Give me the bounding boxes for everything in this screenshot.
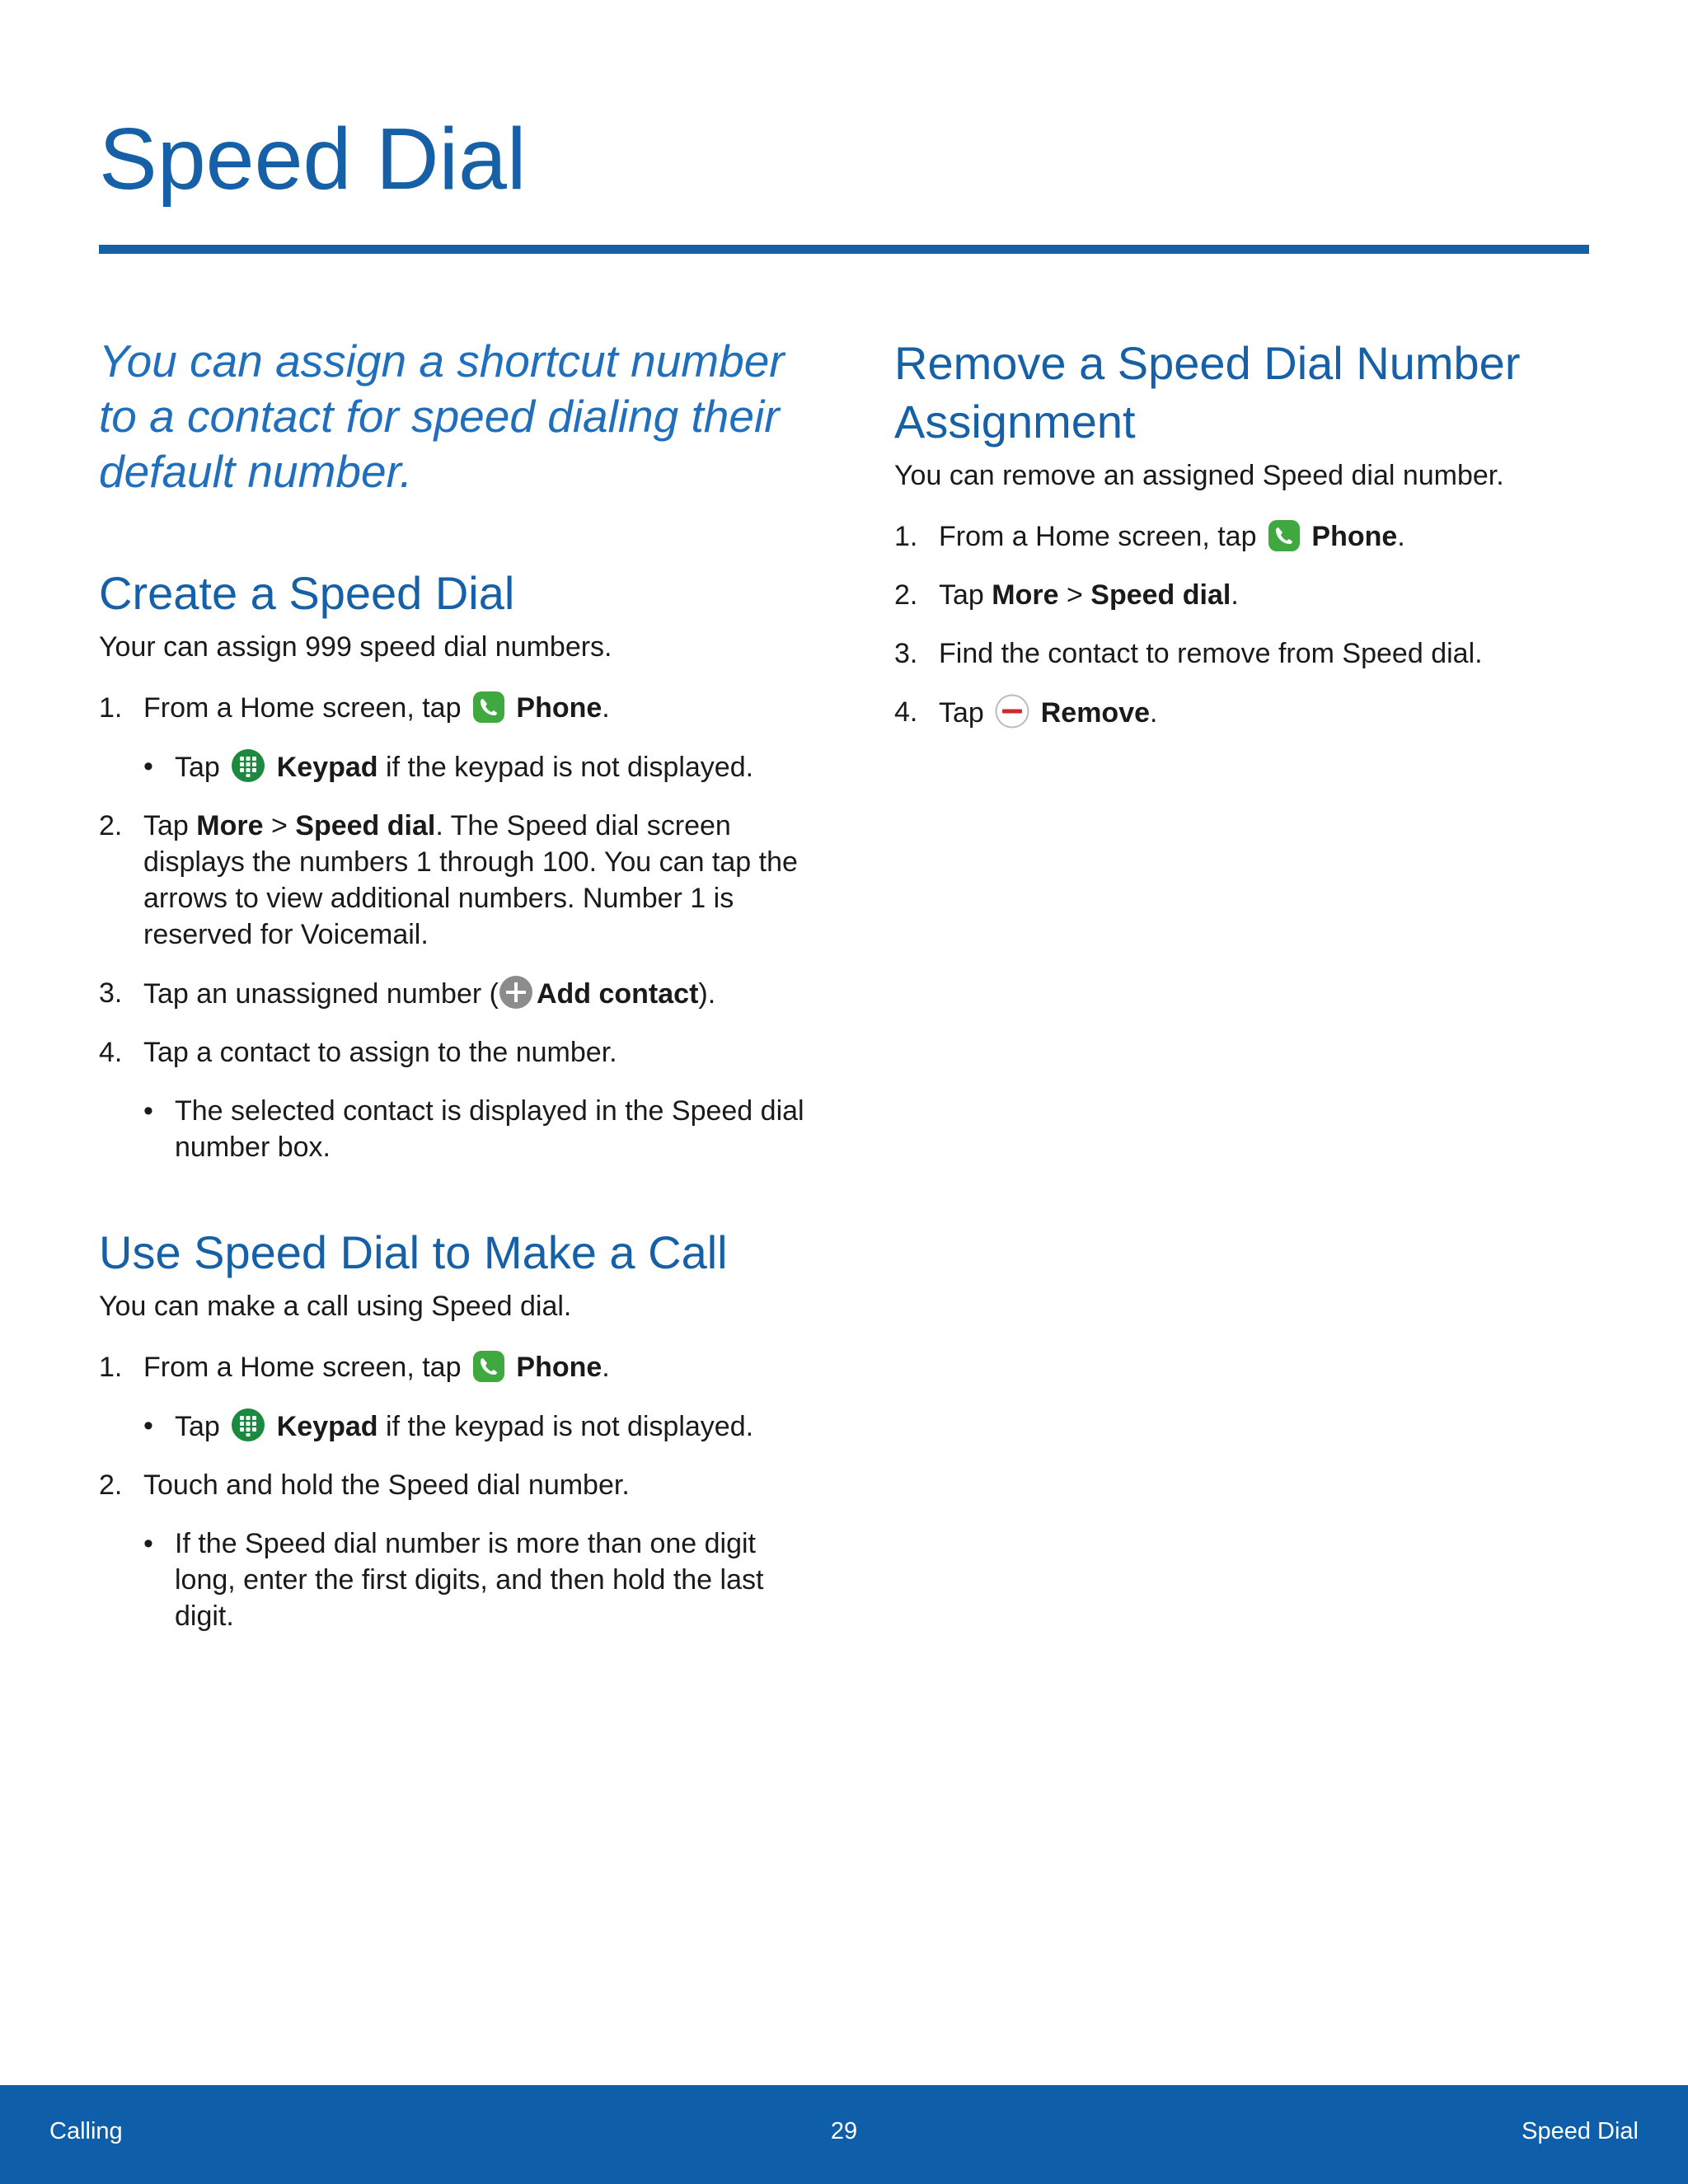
use-step-2: 2. Touch and hold the Speed dial number. • If the Speed dial number is more than one digit long, enter the first digits, and then hold the last digit.	[99, 1467, 824, 1634]
phone-icon	[472, 1350, 505, 1383]
page-footer	[0, 2085, 1688, 2184]
left-column	[99, 334, 824, 1634]
create-step-4-sub	[143, 1093, 824, 1165]
footer-page-number: 29	[830, 2118, 858, 2144]
step-number: 1.	[99, 692, 123, 724]
remove-step-2: 2. Tap More > Speed dial.	[894, 577, 1587, 613]
remove-heading: Remove a Speed Dial Number Assignment	[894, 337, 1521, 448]
page-title: Speed Dial	[99, 110, 527, 208]
add-contact-icon	[499, 975, 533, 1010]
footer-chapter: Calling	[49, 2118, 123, 2144]
remove-step-1: 1. From a Home screen, tap Phone.	[894, 518, 1587, 555]
use-step-1-bullet: • Tap Keypad if the keypad is not displayed.	[143, 1408, 824, 1445]
remove-icon	[995, 694, 1029, 729]
create-step-1: 1. From a Home screen, tap Phone. • Tap Keypad if the keypad is not displayed.	[99, 690, 824, 785]
step-number: 2.	[894, 579, 918, 611]
remove-step-3: 3. Find the contact to remove from Speed dial.	[894, 635, 1587, 672]
use-lead: You can make a call using Speed dial.	[99, 1291, 572, 1322]
use-step-2-bullet: • If the Speed dial number is more than one digit long, enter the first digits, and then hold the last digit.	[143, 1526, 824, 1634]
use-steps	[99, 1349, 824, 1634]
keypad-icon	[231, 1408, 265, 1442]
create-step-4-bullet: • The selected contact is displayed in the Speed dial number box.	[143, 1093, 824, 1165]
create-step-3: 3. Tap an unassigned number ( Add contact).	[99, 975, 824, 1012]
phone-icon	[1268, 519, 1301, 552]
title-divider	[99, 245, 1589, 254]
create-step-1-sub	[143, 748, 824, 785]
step-number: 1.	[894, 521, 918, 552]
step-number: 4.	[894, 696, 918, 728]
create-lead: Your can assign 999 speed dial numbers.	[99, 631, 612, 663]
step-number: 1.	[99, 1352, 123, 1383]
phone-icon	[472, 691, 505, 724]
use-heading: Use Speed Dial to Make a Call	[99, 1226, 728, 1278]
step-number: 4.	[99, 1037, 123, 1068]
create-steps	[99, 690, 824, 1165]
intro-text: You can assign a shortcut number to a contact for speed dialing their default number.	[99, 335, 785, 497]
remove-step-4: 4. Tap Remove.	[894, 694, 1587, 731]
remove-lead: You can remove an assigned Speed dial number.	[894, 460, 1504, 491]
create-step-2: 2. Tap More > Speed dial. The Speed dial screen displays the numbers 1 through 100. You can tap the arrows to view additional numbers. Number 1 is reserved for Voicemail.	[99, 808, 824, 953]
create-step-4: 4. Tap a contact to assign to the number. • The selected contact is displayed in the Speed dial number box.	[99, 1034, 824, 1165]
create-heading: Create a Speed Dial	[99, 567, 515, 619]
step-number: 2.	[99, 810, 123, 841]
use-step-2-sub	[143, 1526, 824, 1634]
right-column	[894, 334, 1587, 731]
create-step-1-bullet: • Tap Keypad if the keypad is not displayed.	[143, 748, 824, 785]
use-step-1: 1. From a Home screen, tap Phone. • Tap Keypad if the keypad is not displayed.	[99, 1349, 824, 1445]
step-number: 3.	[894, 638, 918, 669]
remove-steps	[894, 518, 1587, 731]
keypad-icon	[231, 748, 265, 783]
step-number: 2.	[99, 1469, 123, 1501]
footer-section: Speed Dial	[1522, 2118, 1639, 2144]
use-step-1-sub	[143, 1408, 824, 1445]
step-number: 3.	[99, 977, 123, 1009]
